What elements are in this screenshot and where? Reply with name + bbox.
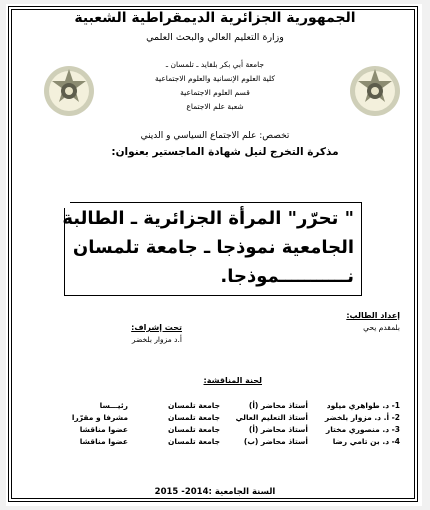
branch-name: شعبة علم الاجتماع [186, 102, 244, 111]
student-name: بلمقدم يحي [363, 323, 400, 332]
ministry-title: وزارة التعليم العالي والبحث العلمي [146, 32, 284, 43]
university-seal-icon [348, 64, 402, 118]
republic-title: الجمهورية الجزائرية الديمقراطية الشعبية [74, 10, 356, 26]
department-name: قسم العلوم الاجتماعية [180, 88, 250, 97]
member-institution: جامعة تلمسان [167, 401, 220, 410]
thesis-title-line-1: " تحرّر" المرأة الجزائرية ـ الطالبة [62, 208, 354, 229]
memo-intro: مذكرة التخرج لنيل شهادة الماجستير بعنوان: [111, 146, 339, 158]
member-institution: جامعة تلمسان [167, 413, 220, 422]
member-rank: أستاذ محاضر (أ) [248, 401, 308, 410]
committee-label: لجنة المناقشة: [203, 376, 262, 385]
member-name: 4- د. بن تامي رضا [332, 437, 400, 446]
member-role: عضوا مناقشا [79, 425, 128, 434]
member-institution: جامعة تلمسان [167, 437, 220, 446]
member-rank: أستاذ التعليم العالي [235, 413, 308, 422]
thesis-title-line-3: نـــــــــــموذجا. [220, 266, 354, 287]
member-rank: أستاذ محاضر (أ) [248, 425, 308, 434]
member-role: مشرفا و مقرّرا [71, 413, 128, 422]
supervisor-name: أ.د مزوار بلخضر [131, 335, 182, 344]
member-role: رئيـــسا [99, 401, 128, 410]
member-name: 3- د. منصوري مختار [325, 425, 400, 434]
member-role: عضوا مناقشا [79, 437, 128, 446]
academic-year: السنة الجامعية :2014- 2015 [154, 487, 276, 497]
specialty: تخصص: علم الاجتماع السياسي و الديني [140, 131, 290, 141]
member-institution: جامعة تلمسان [167, 425, 220, 434]
member-rank: أستاذ محاضر (ب) [243, 437, 308, 446]
thesis-title-line-2: الجامعية نموذجا ـ جامعة تلمسان [72, 237, 354, 258]
faculty-name: كلية العلوم الإنسانية والعلوم الاجتماعية [155, 74, 275, 83]
university-name: جامعة أبي بكر بلقايد ـ تلمسان ـ [165, 60, 265, 69]
supervisor-label: تحت إشراف: [131, 323, 182, 332]
member-name: 2- أ. د. مزوار بلخضر [324, 413, 400, 422]
student-label: إعداد الطالب: [346, 311, 400, 320]
member-name: 1- د. طواهري ميلود [326, 401, 400, 410]
university-seal-icon [42, 64, 96, 118]
